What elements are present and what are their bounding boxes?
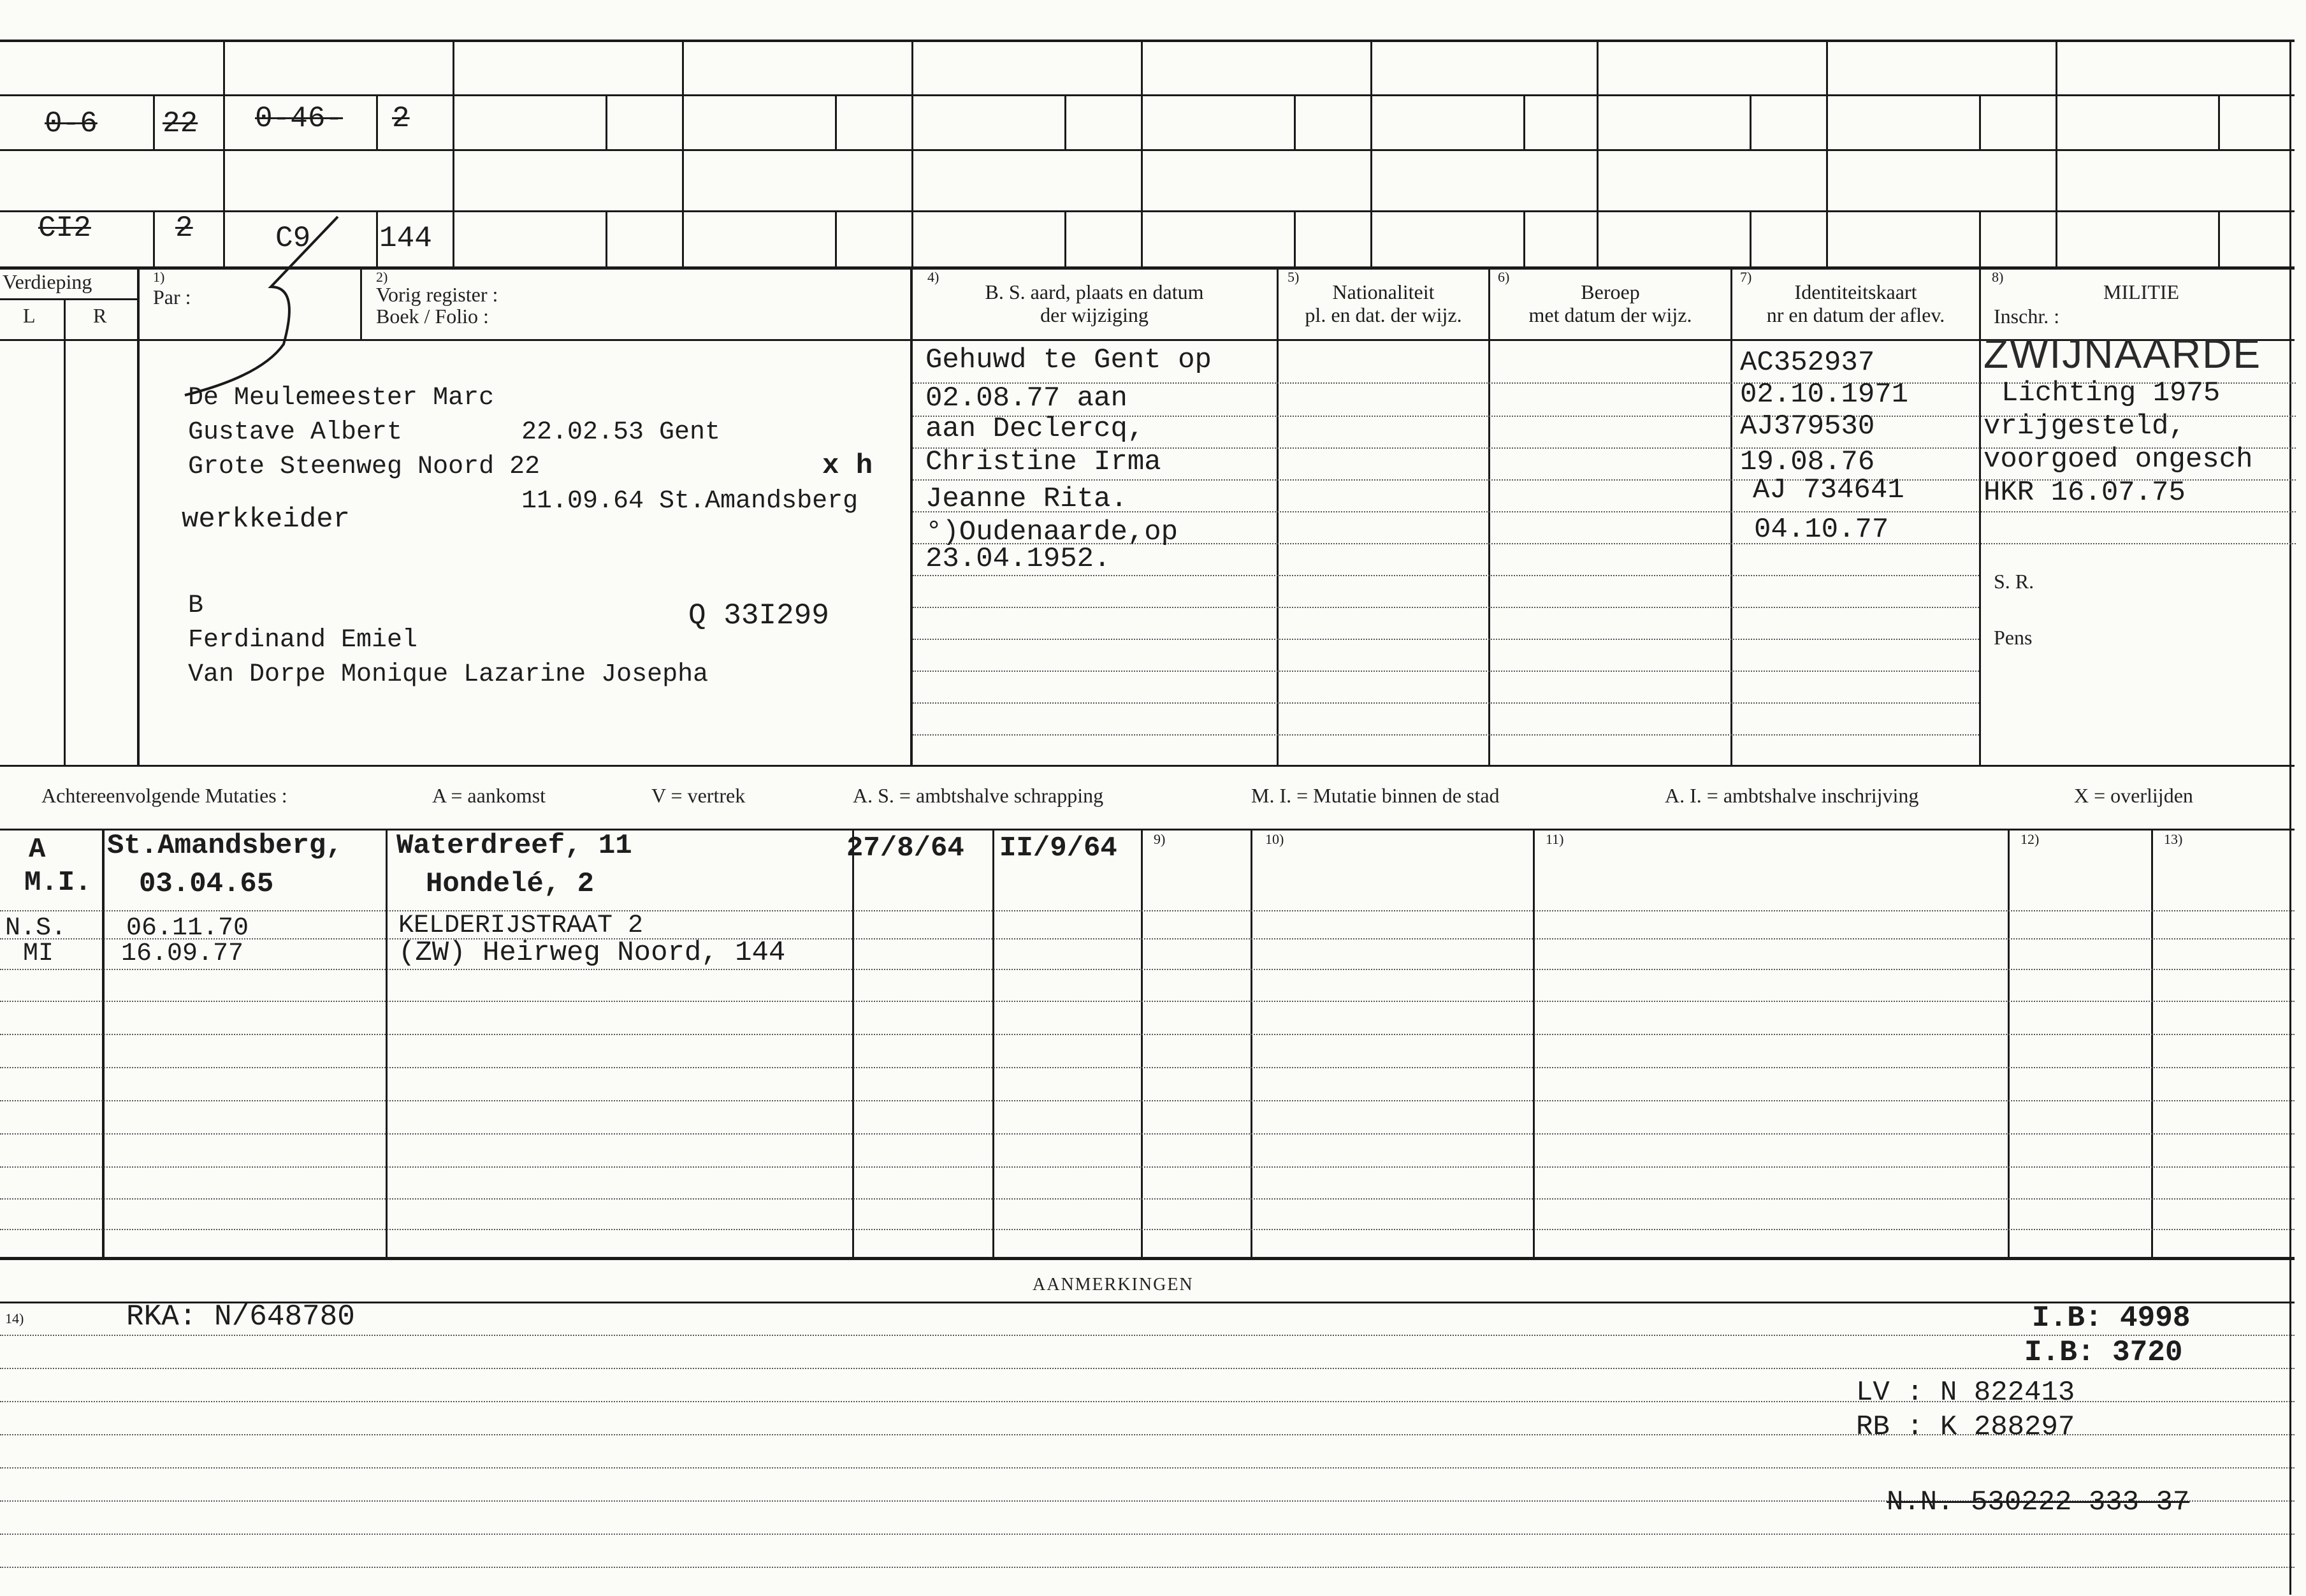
- top-vline: [1370, 40, 1372, 268]
- id-line: AJ379530: [1740, 410, 1875, 442]
- militie-line: voorgoed ongesch: [1983, 444, 2253, 475]
- person-q-number: Q 33I299: [688, 599, 829, 632]
- ruled-line: [913, 671, 1979, 672]
- person-registration-date: 11.09.64 St.Amandsberg: [521, 487, 859, 516]
- col-line: [1979, 268, 1981, 766]
- mutation-code: N.S.: [5, 914, 67, 943]
- header-bs-1: B. S. aard, plaats en datum: [985, 280, 1204, 303]
- mut-ruled-line: [0, 1001, 2295, 1002]
- mut-vline: [386, 829, 388, 1257]
- remarks-ruled-line: [0, 1368, 2295, 1369]
- mut-vline: [102, 829, 105, 1257]
- legend-mi: M. I. = Mutatie binnen de stad: [1251, 784, 1500, 807]
- mut-ruled-line: [0, 1067, 2295, 1068]
- mut-col-num: 9): [1154, 831, 1166, 847]
- remarks-ruled-line: [0, 1567, 2295, 1568]
- header-bs-2: der wijziging: [1040, 303, 1149, 326]
- legend-v: V = vertrek: [651, 784, 746, 807]
- col-line: [1488, 268, 1490, 766]
- header-vorig-1: Vorig register :: [376, 283, 498, 306]
- top-short-vline: [1979, 212, 1981, 268]
- remarks-rb: RB : K 288297: [1856, 1411, 2075, 1443]
- remarks-ib-2: I.B: 3720: [2024, 1336, 2183, 1369]
- top-vline: [911, 40, 913, 268]
- header-inschr: Inschr. :: [1994, 305, 2060, 328]
- person-given-names: Gustave Albert: [188, 418, 403, 447]
- id-line: 04.10.77: [1754, 514, 1889, 546]
- militie-line: vrijgesteld,: [1983, 410, 2186, 442]
- col-line: [0, 298, 137, 300]
- militie-inschr-value: ZWIJNAARDE: [1983, 331, 2261, 377]
- mutation-street: KELDERIJSTRAAT 2: [398, 911, 644, 940]
- mut-ruled-line: [0, 938, 2295, 939]
- ruled-line: [913, 639, 1979, 640]
- header-id-1: Identiteitskaart: [1794, 280, 1917, 303]
- top-short-vline: [1294, 96, 1296, 150]
- top-short-vline: [835, 212, 837, 268]
- id-line: AJ 734641: [1753, 474, 1904, 506]
- top-short-vline: [1523, 96, 1525, 150]
- top-vline: [2289, 40, 2291, 1595]
- top-code: 2: [175, 212, 193, 245]
- top-vline: [1141, 40, 1143, 268]
- top-code: 144: [379, 222, 432, 255]
- id-line: 02.10.1971: [1740, 379, 1909, 410]
- top-short-vline: [1064, 96, 1066, 150]
- header-id-2: nr en datum der aflev.: [1766, 303, 1945, 326]
- top-short-vline: [153, 212, 155, 268]
- id-line: AC352937: [1740, 347, 1875, 379]
- top-short-vline: [2218, 212, 2220, 268]
- header-par-num: 1): [153, 269, 165, 285]
- ruled-line: [913, 607, 1979, 608]
- mutation-code: M.I.: [24, 867, 92, 899]
- top-short-vline: [1294, 212, 1296, 268]
- mutation-street: (ZW) Heirweg Noord, 144: [398, 937, 786, 969]
- mutation-street: Hondelé, 2: [426, 868, 595, 900]
- mut-vline: [992, 829, 994, 1257]
- header-bs-num: 4): [927, 269, 939, 285]
- mutation-date-1: 27/8/64: [846, 832, 964, 864]
- header-par: Par :: [153, 286, 191, 308]
- mutation-place: St.Amandsberg,: [107, 830, 343, 862]
- top-short-vline: [1064, 212, 1066, 268]
- main-bottom-line: [0, 765, 2295, 767]
- remarks-rka: RKA: N/648780: [126, 1300, 355, 1333]
- header-nat-1: Nationaliteit: [1332, 280, 1435, 303]
- header-vorig-num: 2): [376, 269, 388, 285]
- mut-ruled-line: [0, 910, 2295, 911]
- remarks-ib-1: I.B: 4998: [2032, 1302, 2191, 1335]
- top-code: 22: [163, 107, 198, 140]
- mut-ruled-line: [0, 1133, 2295, 1135]
- bs-line: 23.04.1952.: [925, 543, 1111, 575]
- header-nat-2: pl. en dat. der wijz.: [1305, 303, 1462, 326]
- mut-top-line: [0, 829, 2295, 831]
- top-code: C9: [275, 222, 311, 255]
- top-vline: [453, 40, 454, 268]
- mut-vline: [1141, 829, 1143, 1257]
- remarks-ruled-line: [0, 1467, 2295, 1469]
- mut-ruled-line: [0, 1034, 2295, 1035]
- top-short-vline: [153, 96, 155, 150]
- person-occupation: werkkeider: [182, 504, 351, 535]
- bs-line: Christine Irma: [925, 446, 1161, 478]
- col-line: [360, 268, 362, 341]
- mut-ruled-line: [0, 969, 2295, 970]
- top-code: 0-46-: [255, 102, 344, 135]
- top-short-vline: [835, 96, 837, 150]
- header-mil-num: 8): [1992, 269, 2004, 285]
- bs-line: aan Declercq,: [925, 413, 1145, 445]
- mutation-code: MI: [23, 939, 54, 968]
- person-father: Ferdinand Emiel: [188, 626, 418, 655]
- mutation-code: A: [29, 834, 46, 866]
- top-short-vline: [1979, 96, 1981, 150]
- remarks-title: AANMERKINGEN: [1033, 1275, 1194, 1295]
- top-vline: [682, 40, 684, 268]
- mut-col-num: 10): [1265, 831, 1284, 847]
- col-line: [910, 268, 913, 766]
- bs-line: 02.08.77 aan: [925, 382, 1128, 414]
- person-marks: x h: [822, 450, 873, 482]
- bs-line: °)Oudenaarde,op: [925, 516, 1178, 548]
- header-nat: [1279, 280, 1488, 326]
- mut-vline: [1251, 829, 1252, 1257]
- top-short-vline: [606, 96, 607, 150]
- header-nat-num: 5): [1287, 269, 1300, 285]
- top-short-vline: [376, 96, 378, 150]
- mutation-place: 06.11.70: [126, 914, 249, 943]
- mut-col-num: 11): [1546, 831, 1564, 847]
- militie-pens: Pens: [1994, 626, 2033, 649]
- legend-x: X = overlijden: [2074, 784, 2193, 807]
- mut-bottom-line: [0, 1257, 2295, 1260]
- remarks-nn: N.N. 530222 333 37: [1887, 1486, 2190, 1518]
- person-mother: Van Dorpe Monique Lazarine Josepha: [188, 660, 709, 689]
- mutation-street: Waterdreef, 11: [396, 830, 632, 862]
- header-beroep-2: met datum der wijz.: [1528, 303, 1692, 326]
- mut-col-num: 12): [2020, 831, 2040, 847]
- remarks-ruled-line: [0, 1534, 2295, 1535]
- ruled-line: [913, 702, 1979, 704]
- pen-stroke-mark: [172, 210, 351, 402]
- top-code: 2: [392, 102, 410, 135]
- ruled-line: [913, 575, 1979, 576]
- top-short-vline: [2218, 96, 2220, 150]
- mutation-place: 03.04.65: [139, 868, 274, 900]
- person-b: B: [188, 591, 204, 620]
- top-short-vline: [1523, 212, 1525, 268]
- legend-a: A = aankomst: [432, 784, 546, 807]
- id-line: 19.08.76: [1740, 446, 1875, 478]
- person-name: De Meulemeester Marc: [188, 384, 495, 412]
- mut-vline: [2151, 829, 2153, 1257]
- header-beroep-1: Beroep: [1581, 280, 1640, 303]
- top-short-vline: [1750, 212, 1751, 268]
- top-short-vline: [1750, 96, 1751, 150]
- legend-ai: A. I. = ambtshalve inschrijving: [1665, 784, 1919, 807]
- mut-vline: [2008, 829, 2010, 1257]
- top-code: CI2: [38, 212, 91, 245]
- militie-line: Lichting 1975: [2001, 377, 2221, 409]
- top-rule-2: [0, 149, 2295, 151]
- mutation-date-2: II/9/64: [999, 832, 1117, 864]
- top-short-vline: [606, 212, 607, 268]
- top-border: [0, 40, 2295, 42]
- header-l: L: [23, 304, 36, 327]
- top-rule-1: [0, 94, 2295, 96]
- col-line: [1277, 268, 1279, 766]
- header-vorig-2: Boek / Folio :: [376, 305, 489, 328]
- header-beroep: [1490, 280, 1730, 326]
- header-id: [1732, 280, 1979, 326]
- mut-col-num: 13): [2164, 831, 2183, 847]
- mut-vline: [1533, 829, 1535, 1257]
- col-line: [64, 300, 66, 766]
- mut-ruled-line: [0, 1229, 2295, 1230]
- header-bottom-line: [0, 339, 2295, 341]
- legend-title: Achtereenvolgende Mutaties :: [41, 784, 287, 807]
- legend-as: A. S. = ambtshalve schrapping: [853, 784, 1104, 807]
- top-code: 0-6: [45, 107, 98, 140]
- mut-vline: [852, 829, 854, 1257]
- top-vline: [1826, 40, 1828, 268]
- header-beroep-num: 6): [1498, 269, 1510, 285]
- top-vline: [2056, 40, 2057, 268]
- top-short-vline: [376, 212, 378, 268]
- bs-line: Jeanne Rita.: [925, 483, 1128, 515]
- header-militie: MILITIE: [2103, 280, 2180, 303]
- remarks-ruled-line: [0, 1335, 2295, 1336]
- header-bs: [913, 280, 1276, 326]
- mut-ruled-line: [0, 1166, 2295, 1168]
- mut-ruled-line: [0, 1198, 2295, 1200]
- remarks-lv: LV : N 822413: [1856, 1377, 2075, 1409]
- person-address: Grote Steenweg Noord 22: [188, 453, 540, 481]
- militie-line: HKR 16.07.75: [1983, 477, 2186, 509]
- header-r: R: [93, 304, 107, 327]
- bs-line: Gehuwd te Gent op: [925, 344, 1212, 376]
- header-id-num: 7): [1740, 269, 1752, 285]
- mutation-place: 16.09.77: [121, 939, 244, 968]
- col-line: [137, 268, 140, 766]
- header-verdieping: Verdieping: [3, 270, 92, 293]
- top-vline: [1597, 40, 1599, 268]
- ruled-line: [913, 734, 1979, 736]
- militie-sr: S. R.: [1994, 570, 2034, 593]
- col-line: [1730, 268, 1732, 766]
- person-birth: 22.02.53 Gent: [521, 418, 721, 447]
- remarks-num: 14): [5, 1310, 24, 1326]
- mut-ruled-line: [0, 1100, 2295, 1101]
